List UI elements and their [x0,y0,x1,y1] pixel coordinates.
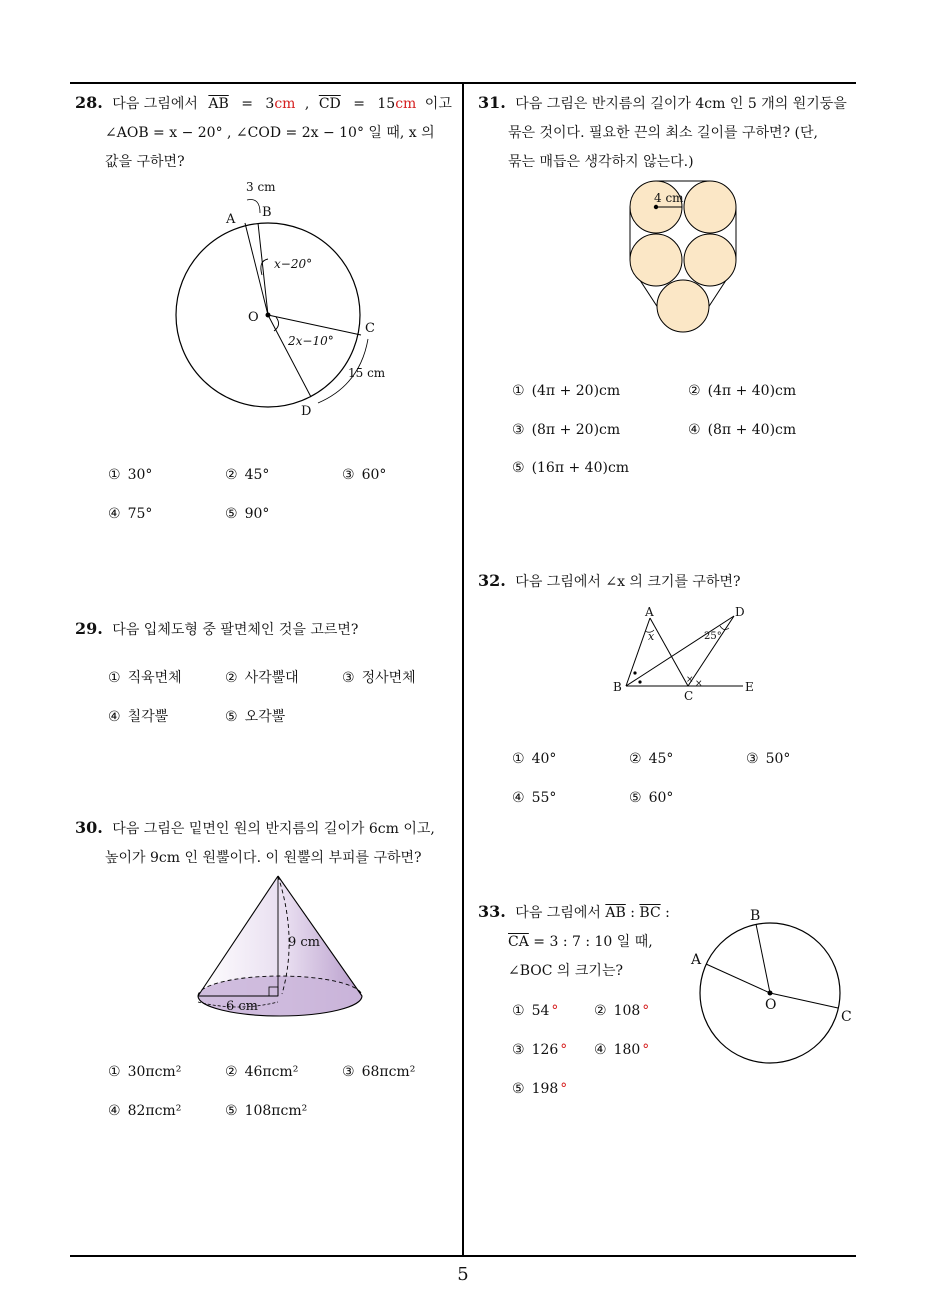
point-a-label: A [645,605,654,619]
q31-choice-2[interactable] [688,383,796,399]
choice-marker: ③ [342,1064,355,1080]
q28-choice-5[interactable] [225,506,269,522]
question-33-line-3: ∠BOC 의 크기는? [508,963,623,979]
choice-text: 198 [531,1081,559,1097]
choice-marker: ④ [108,709,121,725]
question-text: 다음 입체도형 중 팔면체인 것을 고르면? [112,622,359,638]
equals-sign: = [241,96,253,112]
column-divider [462,82,464,1257]
choice-marker: ③ [512,1042,525,1058]
choice-marker: ② [225,670,238,686]
arc-ca: $\overline{CA}$ [508,934,529,950]
q28-choice-2[interactable] [225,467,269,483]
choice-text: 사각뿔대 [244,670,299,686]
question-text: 다음 그림은 반지름의 길이가 4cm 인 5 개의 원기둥을 [515,96,847,112]
equals-sign: = [353,96,365,112]
choice-text: 108 [613,1003,641,1019]
q28-choice-4[interactable] [108,506,152,522]
choice-text: 55° [531,790,557,806]
degree-mark: ° [551,1003,559,1019]
angle-x-label: x [648,630,655,643]
question-31-line-1 [478,88,858,119]
question-text: 다음 그림에서 [515,905,601,921]
choice-text: 30πcm² [127,1064,182,1080]
q33-choice-4[interactable] [594,1042,649,1058]
choice-marker: ③ [342,670,355,686]
q29-choice-2[interactable] [225,667,299,687]
q32-choice-2[interactable] [629,751,673,767]
choice-text: 40° [531,751,557,767]
angle-aob-label: x−20° [274,257,313,271]
choice-text: 46πcm² [244,1064,299,1080]
equal-angle-mark: × [686,675,694,685]
ratio-colon: : [630,905,635,921]
choice-text: 108πcm² [244,1103,308,1119]
question-30-line-2: 높이가 9cm 인 원뿔이다. 이 원뿔의 부피를 구하면? [105,850,422,866]
question-31 [478,88,858,177]
q31-cylinders-figure [620,172,750,342]
q28-choice-3[interactable] [342,467,386,483]
arc-ab: $\overline{AB}$ [605,905,626,921]
degree-mark: ° [642,1003,650,1019]
arc-ab-label: 3 cm [246,180,276,194]
q29-choice-4[interactable] [108,706,168,726]
q33-choice-3[interactable] [512,1042,567,1058]
point-c-label: C [365,321,375,336]
degree-mark: ° [560,1042,568,1058]
choice-text: 45° [244,467,270,483]
choice-text: 50° [765,751,791,767]
question-33-line-2 [478,928,683,957]
q32-choice-4[interactable] [512,790,556,806]
q29-choice-3[interactable] [342,667,416,687]
question-number: 33. [478,902,506,921]
q33-choice-2[interactable] [594,1003,649,1019]
choice-text: (8π + 20)cm [531,422,621,438]
q31-choice-4[interactable] [688,422,796,438]
point-a-label: A [691,952,702,968]
question-number: 30. [75,818,103,837]
arc-cd-label: 15 cm [348,366,386,380]
choice-marker: ② [688,383,701,399]
arc-bc: $\overline{BC}$ [639,905,661,921]
q32-choice-5[interactable] [629,790,673,806]
choice-text: (4π + 20)cm [531,383,621,399]
question-28-line-1 [75,88,460,119]
point-b-label: B [613,680,622,694]
choice-marker: ① [108,467,121,483]
q30-choice-2[interactable] [225,1064,298,1080]
choice-marker: ④ [108,506,121,522]
choice-marker: ① [512,751,525,767]
point-e-label: E [745,680,754,694]
q30-choice-5[interactable] [225,1103,307,1119]
ratio-colon: : [665,905,670,921]
bottom-rule [70,1255,856,1257]
choice-marker: ② [594,1003,607,1019]
choice-text: 90° [244,506,270,522]
choice-marker: ① [512,383,525,399]
page-number: 5 [457,1264,469,1285]
choice-marker: ④ [594,1042,607,1058]
arc-ab-length: 3 [265,96,275,112]
q33-choice-5[interactable] [512,1081,567,1097]
choice-marker: ① [512,1003,525,1019]
q30-choice-1[interactable] [108,1064,181,1080]
degree-mark: ° [560,1081,568,1097]
equal-angle-mark: × [695,679,703,689]
question-31-line-3: 묶는 매듭은 생각하지 않는다.) [508,154,694,170]
q32-triangle-figure [608,602,758,702]
q29-choice-1[interactable] [108,667,182,687]
question-28-line-2: ∠AOB = x − 20° , ∠COD = 2x − 10° 일 때, x 의 [105,125,435,141]
point-b-label: B [750,908,761,924]
point-o-label: O [248,310,259,325]
question-number: 28. [75,93,103,112]
point-c-label: C [684,689,694,702]
choice-marker: ④ [512,790,525,806]
choice-text: 오각뿔 [244,709,286,725]
point-a-label: A [226,212,236,227]
question-number: 32. [478,571,506,590]
question-33 [478,897,683,986]
choice-marker: ③ [342,467,355,483]
question-32 [478,566,858,597]
q33-circle-figure [688,906,858,1066]
q31-choice-3[interactable] [512,422,620,438]
q30-choice-4[interactable] [108,1103,181,1119]
point-d-label: D [735,605,745,619]
choice-text: 68πcm² [361,1064,416,1080]
choice-marker: ⑤ [512,1081,525,1097]
choice-marker: ⑤ [225,709,238,725]
degree-mark: ° [642,1042,650,1058]
ratio-text: = 3 : 7 : 10 일 때, [533,934,653,950]
arc-cd-unit: cm [395,96,417,112]
choice-marker: ⑤ [629,790,642,806]
question-30-line-1 [75,813,460,844]
question-number: 31. [478,93,506,112]
choice-text: 180 [613,1042,641,1058]
choice-text: 126 [531,1042,559,1058]
question-text: 이고 [424,96,452,112]
choice-marker: ② [225,467,238,483]
cone-radius-label: 6 cm [226,999,259,1014]
choice-text: 60° [361,467,387,483]
point-b-label: B [262,205,272,220]
choice-marker: ① [108,1064,121,1080]
choice-marker: ⑤ [512,460,525,476]
question-number: 29. [75,619,103,638]
q30-cone-figure [190,868,370,1024]
question-text: 다음 그림은 밑면인 원의 반지름의 길이가 6cm 이고, [112,821,435,837]
choice-marker: ④ [688,422,701,438]
point-d-label: D [301,404,312,419]
choice-marker: ③ [746,751,759,767]
choice-marker: ② [629,751,642,767]
choice-text: 75° [127,506,153,522]
arc-ab-unit: cm [274,96,296,112]
choice-text: 정사면체 [361,670,416,686]
point-o-label: O [765,997,777,1013]
point-c-label: C [841,1009,852,1025]
choice-text: 30° [127,467,153,483]
choice-marker: ③ [512,422,525,438]
comma: , [304,96,310,112]
angle-cod-label: 2x−10° [288,334,334,348]
choice-text: 칠각뿔 [127,709,169,725]
question-30 [75,813,460,873]
arc-ab: $\overline{AB}$ [208,96,229,112]
q28-circle-figure [170,175,390,430]
question-33-line-1 [478,897,683,928]
choice-text: (8π + 40)cm [707,422,797,438]
question-29 [75,614,460,645]
angle-25-label: 25° [704,631,722,642]
choice-text: 54 [531,1003,550,1019]
choice-text: 직육면체 [127,670,182,686]
choice-text: 60° [648,790,674,806]
choice-marker: ④ [108,1103,121,1119]
q28-choice-1[interactable] [108,467,152,483]
question-28 [75,88,460,177]
cone-height-label: 9 cm [288,935,321,950]
question-text: 다음 그림에서 [112,96,198,112]
choice-marker: ① [108,670,121,686]
q33-choice-1[interactable] [512,1003,558,1019]
q31-choice-1[interactable] [512,383,620,399]
arc-cd: $\overline{CD}$ [318,96,341,112]
q32-choice-1[interactable] [512,751,556,767]
question-text: 다음 그림에서 ∠x 의 크기를 구하면? [515,574,741,590]
q30-choice-3[interactable] [342,1064,415,1080]
choice-text: (16π + 40)cm [531,460,630,476]
choice-marker: ⑤ [225,1103,238,1119]
q29-choice-5[interactable] [225,706,285,726]
choice-text: (4π + 40)cm [707,383,797,399]
question-28-line-3: 값을 구하면? [105,154,185,170]
choice-text: 82πcm² [127,1103,182,1119]
question-31-line-2: 묶은 것이다. 필요한 끈의 최소 길이를 구하면? (단, [508,125,818,141]
q32-choice-3[interactable] [746,751,790,767]
cylinder-radius-label: 4 cm [654,191,684,205]
choice-marker: ⑤ [225,506,238,522]
choice-marker: ② [225,1064,238,1080]
arc-cd-length: 15 [377,96,396,112]
q31-choice-5[interactable] [512,460,629,476]
choice-text: 45° [648,751,674,767]
